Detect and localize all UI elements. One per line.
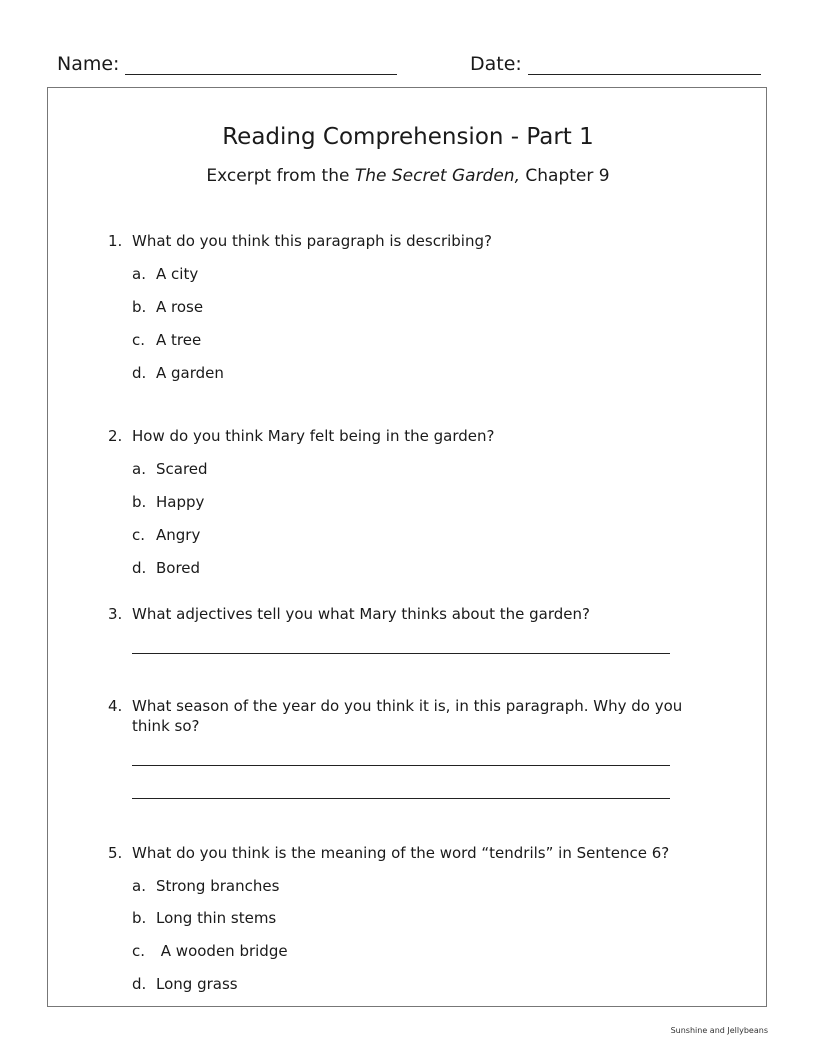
answer-line-4b[interactable] bbox=[132, 798, 670, 799]
option-1c[interactable] bbox=[132, 330, 201, 350]
option-text: A rose bbox=[156, 298, 204, 316]
option-5b[interactable] bbox=[132, 908, 276, 928]
footer-credit: Sunshine and Jellybeans bbox=[670, 1026, 768, 1035]
option-text: Long thin stems bbox=[156, 909, 277, 927]
option-text: Scared bbox=[156, 460, 208, 478]
question-number: 4. bbox=[108, 697, 123, 715]
question-number: 1. bbox=[108, 232, 123, 250]
question-number: 5. bbox=[108, 844, 123, 862]
name-field[interactable] bbox=[57, 53, 397, 75]
option-text: A city bbox=[156, 265, 199, 283]
subtitle-book: The Secret Garden, bbox=[354, 166, 520, 186]
option-text: A wooden bridge bbox=[156, 942, 288, 960]
option-5d[interactable] bbox=[132, 974, 238, 994]
answer-line-3[interactable] bbox=[132, 653, 670, 654]
worksheet-frame bbox=[47, 87, 767, 1007]
question-text: What do you think this paragraph is describing? bbox=[132, 232, 492, 250]
option-2c[interactable] bbox=[132, 525, 200, 545]
subtitle-suffix: Chapter 9 bbox=[520, 166, 610, 186]
option-1d[interactable] bbox=[132, 363, 224, 383]
question-text: How do you think Mary felt being in the garden? bbox=[132, 427, 495, 445]
option-text: Strong branches bbox=[156, 877, 280, 895]
subtitle-prefix: Excerpt from the bbox=[206, 166, 355, 186]
question-text: What adjectives tell you what Mary thinks about the garden? bbox=[132, 605, 590, 623]
option-5a[interactable] bbox=[132, 876, 279, 896]
option-letter: d. bbox=[132, 559, 147, 577]
option-1a[interactable] bbox=[132, 264, 198, 284]
date-field[interactable] bbox=[470, 53, 761, 75]
option-text: Bored bbox=[156, 559, 201, 577]
option-letter: b. bbox=[132, 493, 147, 511]
option-letter: a. bbox=[132, 460, 146, 478]
question-number: 3. bbox=[108, 605, 123, 623]
option-letter: d. bbox=[132, 975, 147, 993]
option-letter: d. bbox=[132, 364, 147, 382]
option-text: Happy bbox=[156, 493, 205, 511]
answer-line-4a[interactable] bbox=[132, 765, 670, 766]
option-text: A garden bbox=[156, 364, 224, 382]
question-text: What do you think is the meaning of the word “tendrils” in Sentence 6? bbox=[132, 844, 670, 862]
date-line[interactable] bbox=[528, 56, 761, 75]
option-letter: a. bbox=[132, 265, 146, 283]
page-subtitle bbox=[0, 166, 816, 186]
page-title: Reading Comprehension - Part 1 bbox=[222, 124, 594, 150]
option-2a[interactable] bbox=[132, 459, 208, 479]
option-letter: c. bbox=[132, 526, 146, 544]
name-line[interactable] bbox=[125, 56, 397, 75]
option-5c[interactable] bbox=[132, 941, 288, 961]
option-letter: a. bbox=[132, 877, 146, 895]
option-text: A tree bbox=[156, 331, 202, 349]
name-label: Name: bbox=[57, 53, 120, 75]
option-text: Long grass bbox=[156, 975, 238, 993]
option-letter: c. bbox=[132, 942, 146, 960]
option-1b[interactable] bbox=[132, 297, 203, 317]
option-2d[interactable] bbox=[132, 558, 200, 578]
date-label: Date: bbox=[470, 53, 522, 75]
question-text: What season of the year do you think it is, in this paragraph. Why do you think so? bbox=[132, 697, 683, 735]
option-letter: b. bbox=[132, 298, 147, 316]
option-letter: c. bbox=[132, 331, 146, 349]
option-letter: b. bbox=[132, 909, 147, 927]
option-2b[interactable] bbox=[132, 492, 204, 512]
option-text: Angry bbox=[156, 526, 201, 544]
question-number: 2. bbox=[108, 427, 123, 445]
